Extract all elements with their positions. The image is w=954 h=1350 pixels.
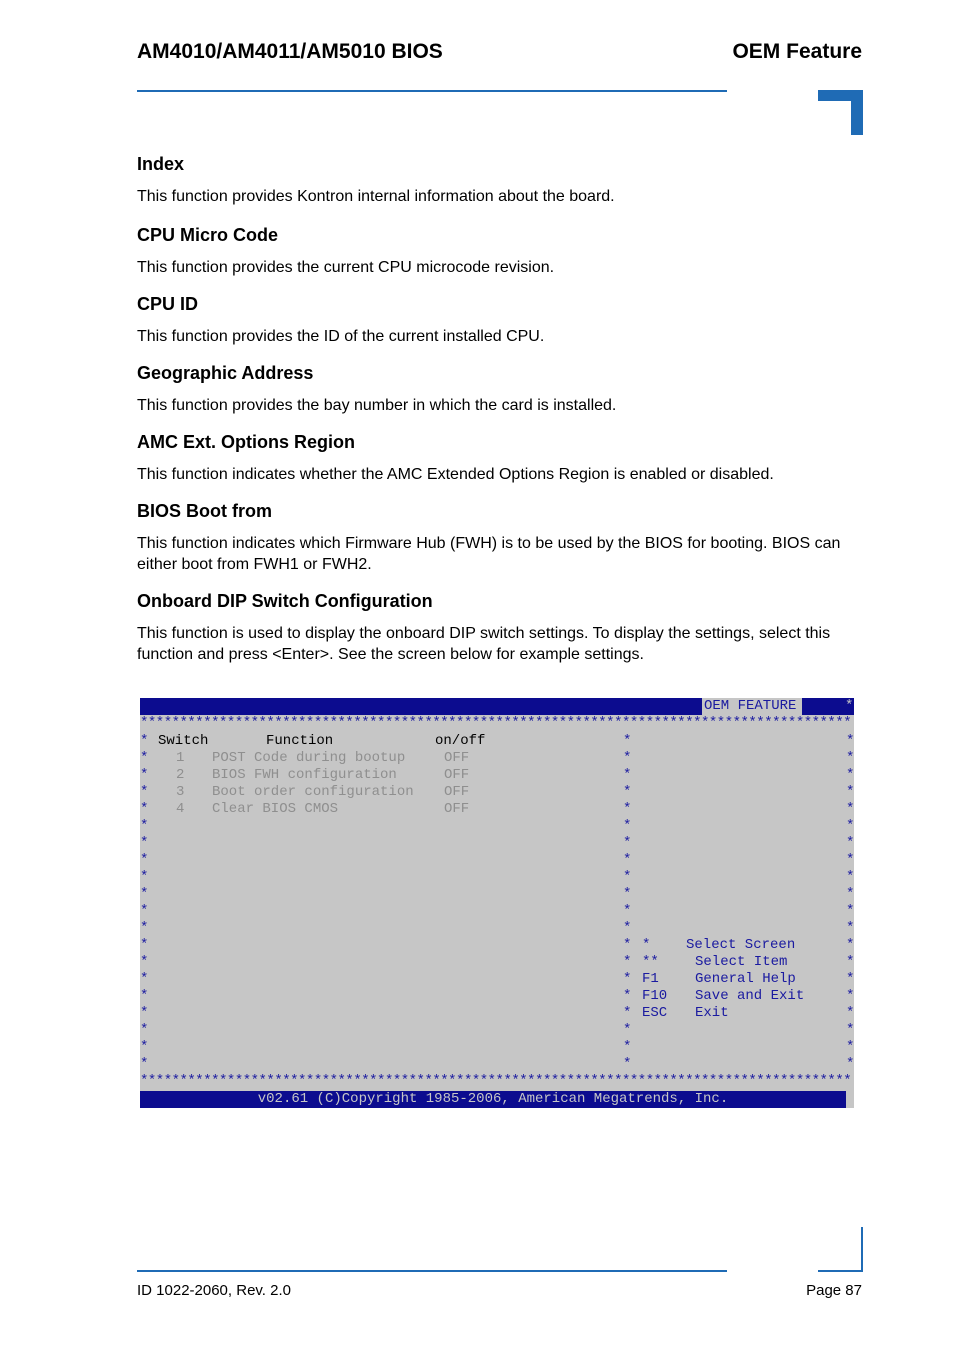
border-star: * [846, 886, 855, 902]
section-dip-switch [137, 589, 864, 665]
help-action: Select Screen [686, 937, 796, 953]
border-star: * [623, 954, 632, 970]
border-star: * [140, 869, 149, 885]
help-key: F10 [642, 988, 668, 1004]
help-action: Select Item [695, 954, 788, 970]
border-star: * [623, 733, 632, 749]
border-star: * [846, 1022, 855, 1038]
border-star: * [623, 920, 632, 936]
border-star: * [845, 698, 854, 714]
border-star: * [140, 835, 149, 851]
border-star: * [846, 937, 855, 953]
bios-row-state[interactable]: OFF [444, 784, 470, 800]
border-star: * [140, 818, 149, 834]
help-key: ESC [642, 1005, 668, 1021]
border-star: * [623, 937, 632, 953]
border-star: * [140, 971, 149, 987]
border-star: * [140, 733, 149, 749]
footer-rule [137, 1270, 727, 1272]
bios-col-state: on/off [435, 733, 486, 749]
page-header-title: AM4010/AM4011/AM5010 BIOS [137, 40, 443, 63]
section-heading: Geographic Address [137, 363, 314, 383]
bios-row-function[interactable]: BIOS FWH configuration [212, 767, 397, 783]
border-star: * [846, 750, 855, 766]
section-text: This function indicates which Firmware Hub (FWH) is to be used by the BIOS for booting. BIOS can either boot from FWH1 or FWH2. [137, 535, 841, 573]
border-star: * [140, 937, 149, 953]
border-star: * [846, 784, 855, 800]
border-star: * [140, 920, 149, 936]
border-star: * [846, 801, 855, 817]
section-text: This function provides the bay number in which the card is installed. [137, 397, 617, 414]
section-text: This function indicates whether the AMC Extended Options Region is enabled or disabled. [137, 466, 774, 483]
border-star: * [846, 869, 855, 885]
help-key: F1 [642, 971, 659, 987]
footer-corner-horizontal [818, 1270, 863, 1272]
border-star: * [623, 852, 632, 868]
border-star: * [140, 954, 149, 970]
section-heading: BIOS Boot from [137, 501, 272, 521]
border-star: * [623, 886, 632, 902]
border-star: * [846, 903, 855, 919]
help-action: Exit [695, 1005, 729, 1021]
border-star: * [623, 784, 632, 800]
border-star: * [846, 920, 855, 936]
section-index [137, 152, 864, 207]
bios-row-state[interactable]: OFF [444, 801, 470, 817]
bios-col-function: Function [266, 733, 334, 749]
bios-title: OEM FEATURE [702, 698, 802, 715]
border-star: * [623, 903, 632, 919]
bios-screen [140, 698, 854, 1108]
section-cpu-micro-code [137, 223, 864, 278]
border-star: * [846, 971, 855, 987]
border-star: * [846, 852, 855, 868]
section-text: This function provides the ID of the current installed CPU. [137, 328, 545, 345]
section-geographic-address [137, 361, 864, 416]
border-star: * [623, 1005, 632, 1021]
border-star: * [623, 835, 632, 851]
border-star: * [140, 1039, 149, 1055]
help-key: * [642, 937, 651, 953]
border-star: * [846, 954, 855, 970]
border-star: * [846, 1039, 855, 1055]
bios-bottom-border: ****************************************************************************************** [140, 1074, 852, 1088]
border-star: * [846, 1005, 855, 1021]
border-star: * [846, 733, 855, 749]
border-star: * [623, 801, 632, 817]
help-action: Save and Exit [695, 988, 805, 1004]
border-star: * [846, 988, 855, 1004]
border-star: * [623, 1039, 632, 1055]
bios-row-num[interactable]: 3 [176, 784, 185, 800]
border-star: * [140, 784, 149, 800]
help-action: General Help [695, 971, 796, 987]
help-key: ** [642, 954, 659, 970]
bios-row-function[interactable]: Clear BIOS CMOS [212, 801, 339, 817]
bios-row-num[interactable]: 1 [176, 750, 185, 766]
border-star: * [140, 1022, 149, 1038]
page-header-section: OEM Feature [732, 40, 862, 63]
border-star: * [140, 801, 149, 817]
bios-copyright-bar: v02.61 (C)Copyright 1985-2006, American Megatrends, Inc. [140, 1091, 846, 1108]
footer-corner-vertical [861, 1227, 863, 1272]
border-star: * [846, 818, 855, 834]
section-cpu-id [137, 292, 864, 347]
section-text: This function provides Kontron internal information about the board. [137, 188, 615, 205]
section-heading: CPU ID [137, 294, 199, 314]
bios-row-state[interactable]: OFF [444, 767, 470, 783]
footer-page-number: Page 87 [806, 1282, 862, 1299]
section-heading: CPU Micro Code [137, 225, 279, 245]
bios-col-switch: Switch [158, 733, 209, 749]
section-text: This function provides the current CPU microcode revision. [137, 259, 555, 276]
border-star: * [846, 767, 855, 783]
border-star: * [623, 767, 632, 783]
border-star: * [140, 1005, 149, 1021]
section-text: This function is used to display the onboard DIP switch settings. To display the settings, select this function and press <Enter>. See the screen below for example settings. [137, 625, 831, 663]
bios-row-num[interactable]: 4 [176, 801, 185, 817]
bios-row-function[interactable]: POST Code during bootup [212, 750, 406, 766]
border-star: * [140, 1056, 149, 1072]
border-star: * [140, 903, 149, 919]
border-star: * [623, 1056, 632, 1072]
border-star: * [623, 1022, 632, 1038]
header-rule [137, 90, 727, 92]
footer-doc-id: ID 1022-2060, Rev. 2.0 [137, 1282, 291, 1299]
border-star: * [140, 750, 149, 766]
corner-mark-vertical [851, 90, 863, 135]
border-star: * [140, 852, 149, 868]
bios-row-num[interactable]: 2 [176, 767, 185, 783]
section-bios-boot-from [137, 499, 864, 575]
section-heading: Onboard DIP Switch Configuration [137, 591, 433, 611]
section-heading: Index [137, 154, 185, 174]
bios-top-border: ****************************************************************************************** [140, 716, 852, 730]
section-amc-ext-options [137, 430, 864, 485]
bios-title-bar [140, 698, 854, 715]
section-heading: AMC Ext. Options Region [137, 432, 355, 452]
border-star: * [623, 750, 632, 766]
border-star: * [140, 767, 149, 783]
border-star: * [140, 988, 149, 1004]
border-star: * [623, 869, 632, 885]
border-star: * [140, 886, 149, 902]
bios-row-state[interactable]: OFF [444, 750, 470, 766]
border-star: * [846, 835, 855, 851]
border-star: * [623, 988, 632, 1004]
border-star: * [623, 818, 632, 834]
border-star: * [623, 971, 632, 987]
bios-row-function[interactable]: Boot order configuration [212, 784, 414, 800]
main-content [137, 152, 864, 679]
border-star: * [846, 1056, 855, 1072]
